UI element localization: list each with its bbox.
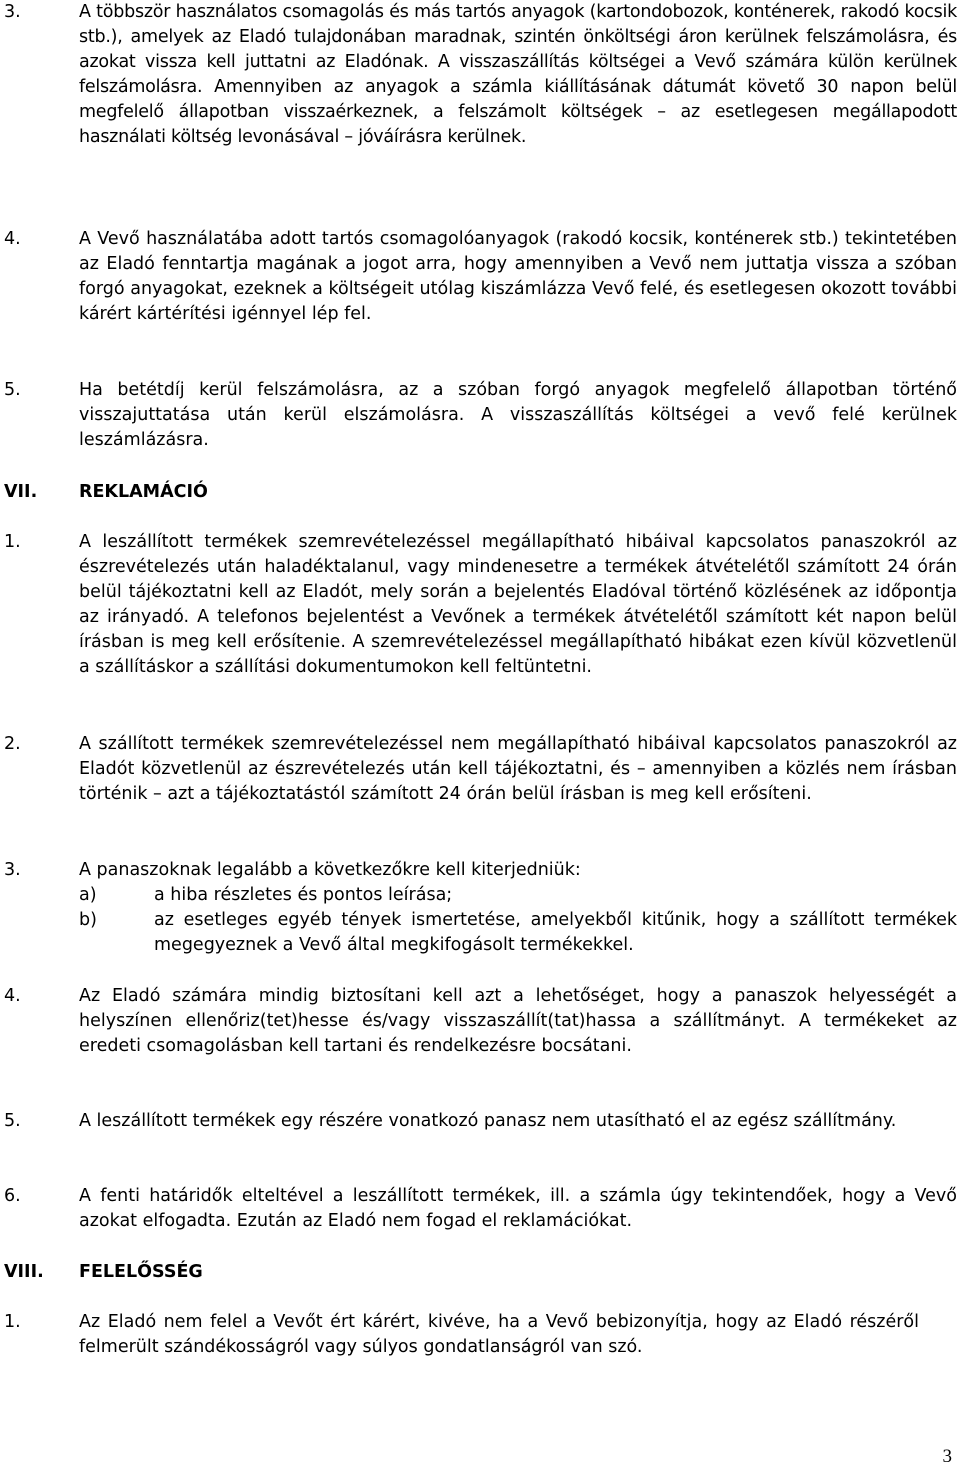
item-text: A többször használatos csomagolás és más tartós anyagok (kartondobozok, konténerek, rakodó kocsik stb.), amelyek az Eladó tulajdonában maradnak, szintén önköltségi áron kerülnek felszámolásra, és azokat vissza kell juttatni az Eladónak. A visszaszállítás költségei a Vevő számára külön kerülnek felszámolásra. Amennyiben az anyagok a számla kiállításának dátumát követő 30 napon belül megfelelő állapotban visszaérkeznek, a felszámolt költségek – az esetlegesen megállapodott használati költség levonásával – jóváírásra kerülnek. [79,2,957,147]
list-item [0,1310,958,1360]
item-text: A szállított termékek szemrevételezéssel nem megállapítható hibáival kapcsolatos panaszokról az Eladót közvetlenül az észrevételezés után kell tájékoztatni, és – amennyiben a közlés nem írásban történik – azt a tájékoztatástól számított 24 órán belül írásban is meg kell erősíteni. [79,734,957,804]
list-item [0,1109,958,1134]
sub-item-text: az esetleges egyéb tények ismertetése, amelyekből kitűnik, hogy a szállított termékek megegyeznek a Vevő által megkifogásolt termékekkel. [154,910,957,955]
section-number: VIII. [4,1262,44,1282]
item-number: 3. [4,2,21,22]
page-number: 3 [942,1446,952,1467]
item-text: Ha betétdíj kerül felszámolásra, az a szóban forgó anyagok megfelelő állapotban történő visszajuttatása után kerül elszámolásra. A visszaszállítás költségei a vevő felé kerülnek leszámlázásra. [79,380,957,450]
section-title: FELELŐSSÉG [79,1262,203,1282]
list-item [0,378,958,453]
item-number: 6. [4,1186,21,1206]
item-number: 3. [4,860,21,880]
item-text: Az Eladó számára mindig biztosítani kell azt a lehetőséget, hogy a panaszok helyességét a helyszínen ellenőriz(tet)hesse és/vagy visszaszállít(tat)hassa a szállítmányt. A termékeket az eredeti csomagolásban kell tartani és rendelkezésre bocsátani. [79,986,957,1056]
item-number: 1. [4,1312,21,1332]
section-title: REKLAMÁCIÓ [79,482,208,502]
sub-item-text: a hiba részletes és pontos leírása; [154,885,453,905]
list-item [0,732,958,807]
list-item [0,227,958,327]
item-number: 5. [4,1111,21,1131]
item-text: A leszállított termékek szemrevételezéssel megállapítható hibáival kapcsolatos panaszokról az észrevételezés után haladéktalanul, vagy mindenesetre a termékek átvételétől számított 24 órán belül tájékoztatni kell az Eladót, mely során a bejelentés Eladóval történő közlésének az időpontja az irányadó. A telefonos bejelentést a Vevőnek a termékek átvételétől számított két napon belül írásban is meg kell erősítenie. A szemrevételezéssel megállapítható hibákat ezen kívül közvetlenül a szállításkor a szállítási dokumentumokon kell feltüntetni. [79,532,957,677]
item-text: A Vevő használatába adott tartós csomagolóanyagok (rakodó kocsik, konténerek stb.) tekintetében az Eladó fenntartja magának a jogot arra, hogy amennyiben a Vevő nem juttatja vissza a szóban forgó anyagokat, ezeknek a költségeit utólag kiszámlázza Vevő felé, és esetlegesen okozott további kárért kártérítési igénnyel lép fel. [79,229,957,324]
item-number: 5. [4,380,21,400]
item-text: A fenti határidők elteltével a leszállított termékek, ill. a számla úgy tekintendőek, hogy a Vevő azokat elfogadta. Ezután az Eladó nem fogad el reklamációkat. [79,1186,957,1231]
sub-item-label: a) [79,885,97,905]
sub-item-label: b) [79,910,97,930]
item-number: 1. [4,532,21,552]
section-number: VII. [4,482,38,502]
item-text: Az Eladó nem felel a Vevőt ért kárért, kivéve, ha a Vevő bebizonyítja, hogy az Eladó részéről felmerült szándékosságról vagy súlyos gondatlanságról van szó. [79,1312,919,1357]
item-number: 2. [4,734,21,754]
item-text: A panaszoknak legalább a következőkre kell kiterjedniük: [79,860,581,880]
item-number: 4. [4,229,21,249]
sub-item [79,908,957,958]
list-item [0,1184,958,1234]
list-item [0,858,958,958]
list-item [0,0,958,150]
item-text: A leszállított termékek egy részére vonatkozó panasz nem utasítható el az egész szállítmány. [79,1111,897,1131]
list-item [0,984,958,1059]
sub-item [79,883,957,908]
list-item [0,530,958,680]
item-number: 4. [4,986,21,1006]
